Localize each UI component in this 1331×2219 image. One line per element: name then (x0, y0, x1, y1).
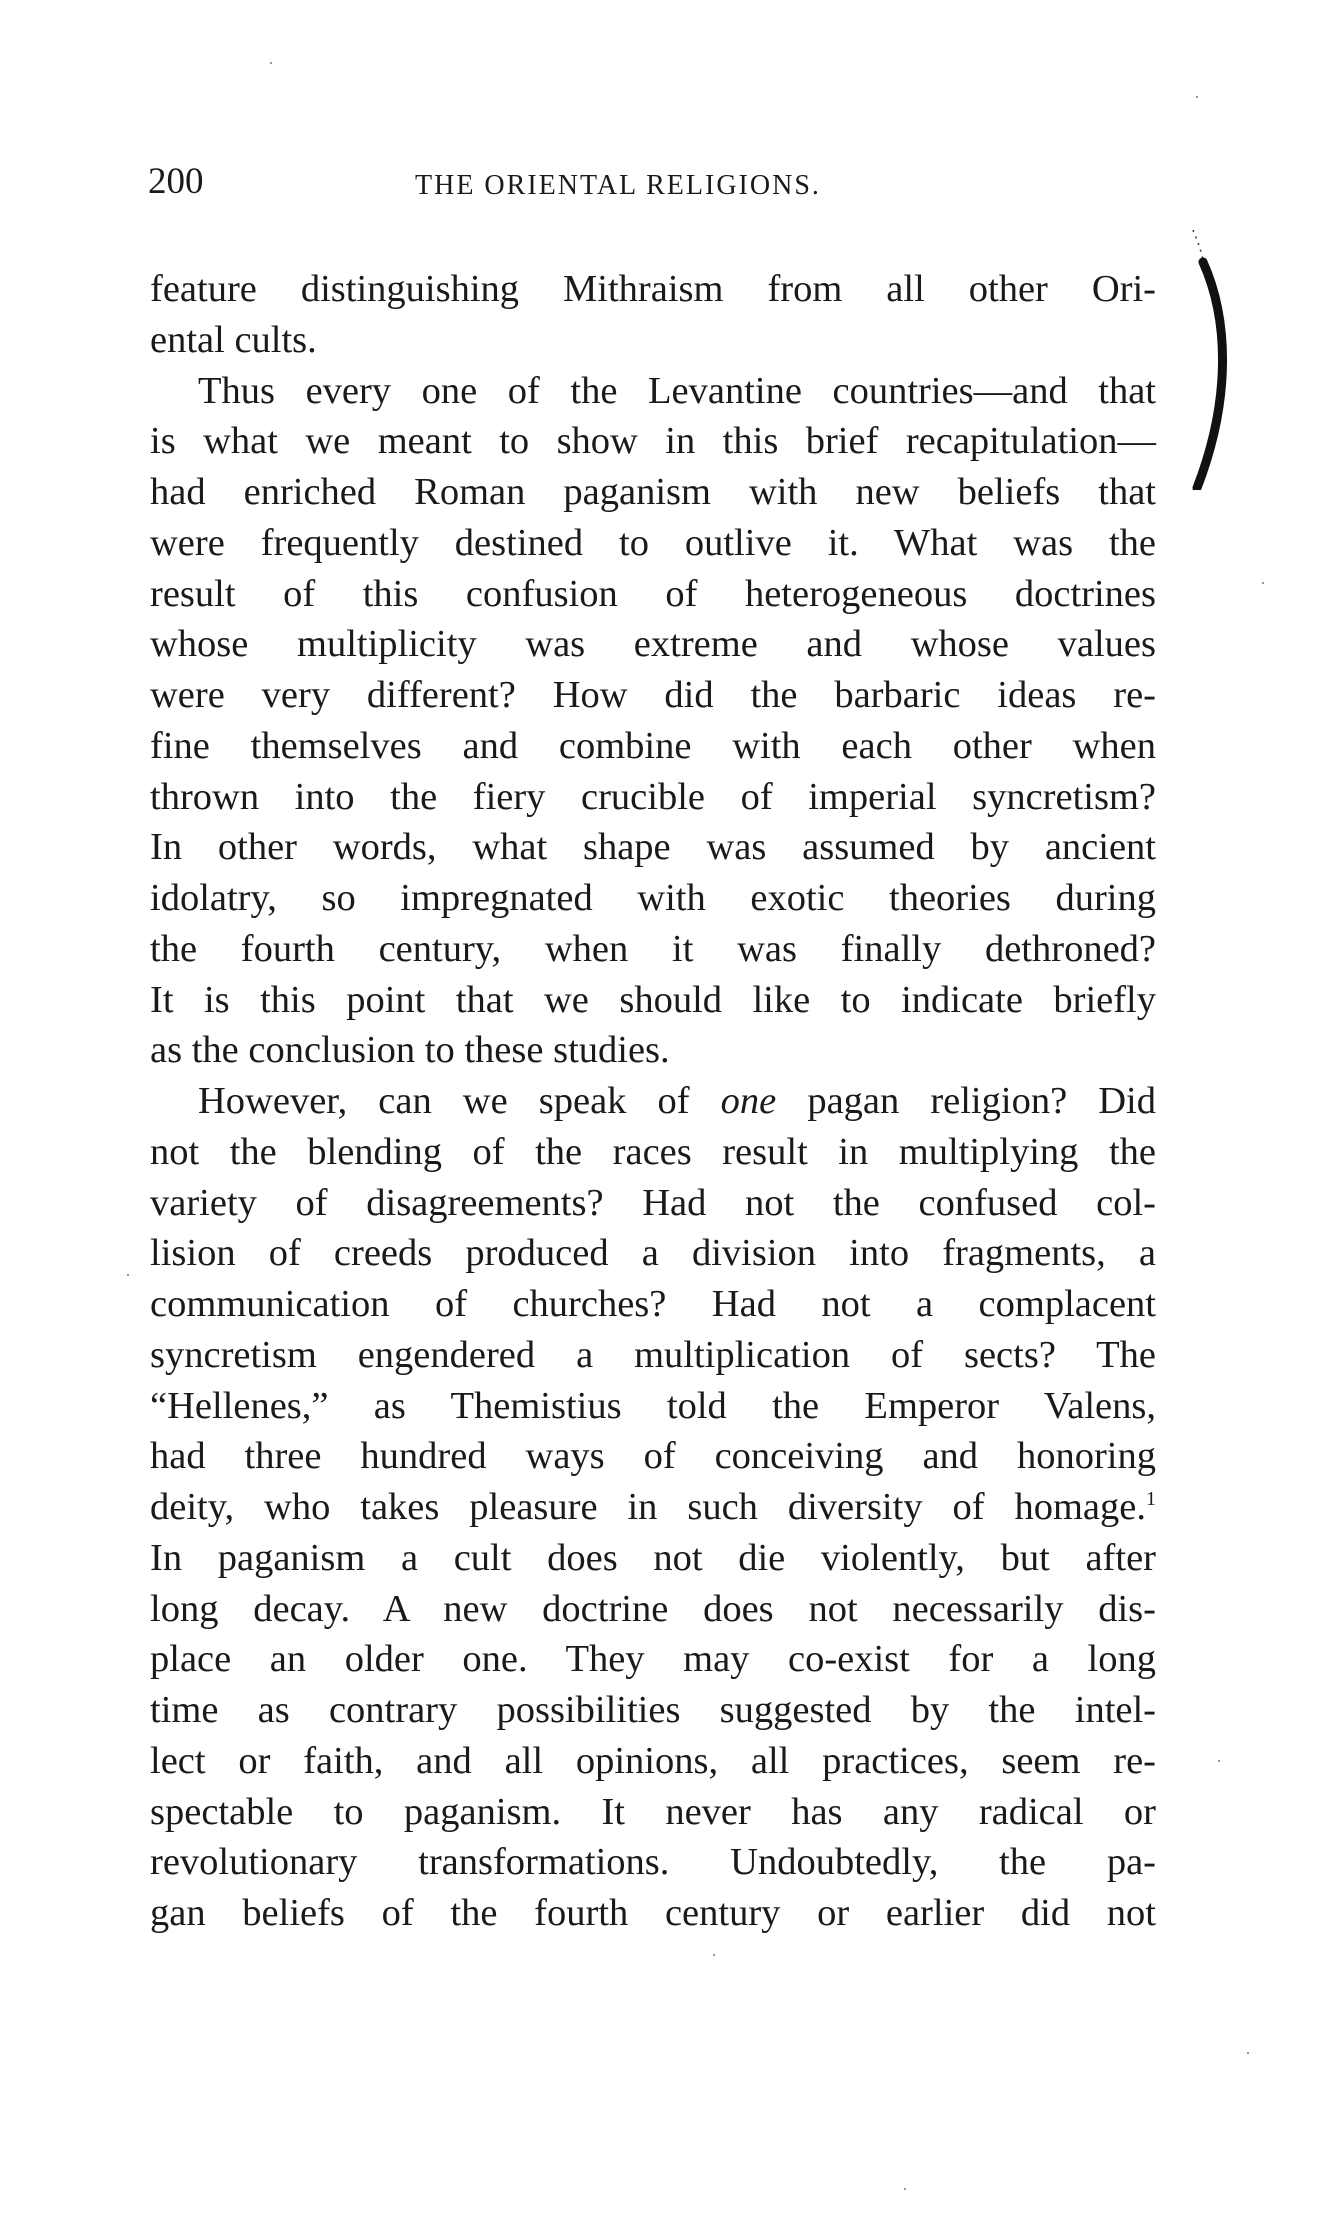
text-line: ental cults. (150, 318, 317, 361)
paper-speck (127, 1274, 129, 1276)
paper-speck (1262, 582, 1264, 584)
text-line: time as contrary possibilities suggested by the intel- (150, 1689, 1156, 1731)
text-line: Thus every one of the Levantine countries—and that (198, 369, 1156, 412)
text-line: long decay. A new doctrine does not necessarily dis- (150, 1587, 1156, 1630)
text-line: whose multiplicity was extreme and whose values (150, 623, 1156, 666)
paper-speck (713, 1954, 715, 1956)
text-line: lision of creeds produced a division into fragments, a (150, 1232, 1156, 1275)
paper-speck (270, 62, 272, 64)
text-line: were very different? How did the barbaric ideas re- (150, 674, 1156, 716)
text-line (150, 1076, 1156, 1127)
text-line: lect or faith, and all opinions, all practices, seem re- (150, 1739, 1156, 1782)
text-line: had three hundred ways of conceiving and honoring (150, 1435, 1156, 1478)
text-segment: However, can we speak of (198, 1080, 721, 1122)
text-line: In other words, what shape was assumed by ancient (150, 826, 1156, 869)
text-line: is what we meant to show in this brief recapitulation— (150, 420, 1156, 463)
text-line: gan beliefs of the fourth century or earlier did not (150, 1892, 1156, 1934)
text-line: had enriched Roman paganism with new beliefs that (150, 471, 1156, 513)
text-line: idolatry, so impregnated with exotic theories during (150, 877, 1156, 919)
running-title: THE ORIENTAL RELIGIONS. (415, 170, 821, 201)
text-line: syncretism engendered a multiplication of sects? The (150, 1333, 1156, 1376)
text-line: revolutionary transformations. Undoubtedly, the pa- (150, 1841, 1156, 1884)
text-line: place an older one. They may co-exist for a long (150, 1638, 1156, 1681)
text-line: “Hellenes,” as Themistius told the Emperor Valens, (150, 1384, 1156, 1427)
margin-parenthesis-mark (1185, 230, 1240, 490)
text-line: the fourth century, when it was finally dethroned? (150, 927, 1156, 970)
text-line: variety of disagreements? Had not the confused col- (150, 1181, 1156, 1224)
text-line: thrown into the fiery crucible of imperial syncretism? (150, 775, 1156, 818)
text-line: were frequently destined to outlive it. What was the (150, 521, 1156, 564)
paper-speck (1247, 2052, 1249, 2054)
emphasized-word: one (720, 1080, 777, 1122)
text-line (150, 1482, 1156, 1533)
body-text (150, 264, 1156, 1939)
page-number: 200 (148, 161, 204, 202)
text-segment: deity, who takes pleasure in such diversity of homage. (150, 1486, 1146, 1528)
text-line: It is this point that we should like to indicate briefly (150, 978, 1156, 1021)
footnote-marker: 1 (1146, 1488, 1156, 1510)
text-line: not the blending of the races result in multiplying the (150, 1130, 1156, 1173)
text-line: communication of churches? Had not a complacent (150, 1283, 1156, 1325)
paper-speck (1218, 1760, 1220, 1762)
text-line: spectable to paganism. It never has any radical or (150, 1790, 1156, 1833)
text-segment: pagan religion? Did (776, 1080, 1156, 1122)
paper-speck (904, 2188, 906, 2190)
text-line: result of this confusion of heterogeneous doctrines (150, 572, 1156, 615)
text-line: In paganism a cult does not die violently, but after (150, 1536, 1156, 1579)
text-line: feature distinguishing Mithraism from all other Ori- (150, 268, 1156, 310)
text-line: fine themselves and combine with each other when (150, 724, 1156, 767)
paper-speck (1196, 96, 1198, 98)
text-line: as the conclusion to these studies. (150, 1029, 670, 1072)
